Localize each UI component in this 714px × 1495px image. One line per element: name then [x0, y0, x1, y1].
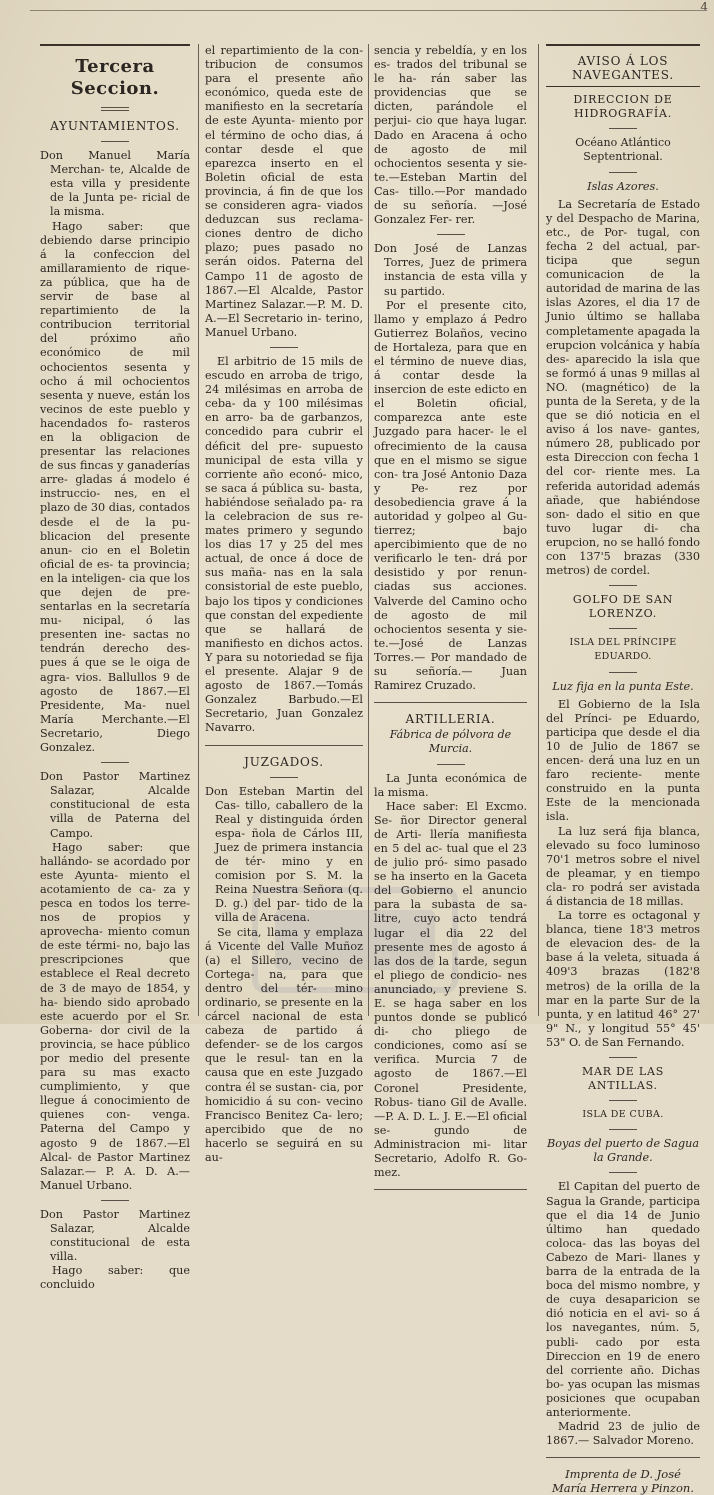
notice-arbitrio: El arbitrio de 15 mils de escudo en arroba de trigo, 24 milésimas en arroba de ceba- da y 100 milésimas en arro- ba de garbanzos, concedido para cubrir el déficit del pre- supuesto municipal de esta villa y corriente año econó- mico, se saca á pública su- basta, habiéndose señalado pa- ra la celebracion de sus re- mates primero y segundo los dias 17 y 25 del mes actual, de once á doce de sus maña- nas en la sala consistorial de este pueblo, bajo los tipos y condiciones que constan del expediente que se hallará de manifiesto en dichos actos. Y para su notoriedad se fija el presente. Alajar 9 de agosto de 1867.—Tomás Gonzalez Barbudo.—El Secretario, Juan Gonzalez Navarro.	[205, 354, 363, 735]
column-1	[40, 44, 190, 1292]
column-rule-1	[198, 44, 199, 1016]
separator	[609, 172, 637, 173]
notice-3-lead	[40, 1208, 190, 1264]
notice-1-body: Hago saber: que debiendo darse principio á la confeccion del amillaramiento de rique- za pública, que ha de servir de base al repartimiento de la contribucion territorial del próximo año económico de mil ochocientos sesenta y ocho á mil ochocientos sesenta y nueve, están los vecinos de este pueblo y hacendados fo- rasteros en la obligacion de presentar las relaciones de sus fincas y ganaderías arre- gladas á modelo é instruccio- nes, en el plazo de 30 dias, contados desde el de la pu- blicacion del presente anun- cio en el Boletin oficial de es- ta provincia; en la inteligen- cia que los que dejen de pre- sentarlas en la secretaría mu- nicipal, ó las presenten ine- sactas no tendrán derecho des- pues á que se le oiga de agra- vios. Ballullos 9 de agosto de 1867.—El Presidente, Ma- nuel María Merchante.—El Secretario, Diego Gonzalez.	[40, 219, 190, 755]
column-4	[546, 44, 700, 1495]
column-3	[374, 44, 527, 1180]
ocean-name: Océano Atlántico Septentrional.	[575, 136, 671, 164]
light-caption: Luz fija en la punta Este.	[552, 679, 694, 693]
lighthouse-text-3: La torre es octagonal y blanca, tiene 18'3 metros de elevacion des- de la base á la veleta, situada á 409'3 brazas (182'8 metros) de la orilla de la mar en la parte Sur de la punta, y en latitud 46° 27' 9" N., y longitud 55° 45' 53" O. de San Fernando.	[546, 909, 700, 1049]
islands-name: Islas Azores.	[587, 179, 659, 193]
buoys-caption: Boyas del puerto de Sagua la Grande.	[547, 1137, 699, 1165]
artillery-lead: La Junta económica de la misma.	[374, 771, 527, 799]
court-notice-2-lead	[374, 242, 527, 298]
court-notice-2-body: Por el presente cito, llamo y emplazo á Pedro Gutierrez Bolaños, vecino de Hortaleza, para que en el término de nueve dias, á contar desde la insercion de este edicto en el Boletin oficial, comparezca ante este Juzgado para hacer- le el ofrecimiento de la causa que en el mismo se sigue con- tra José Antonio Daza y Pe- rez por desobediencia grave á la autoridad y golpeo al Gu- tierrez; bajo apercibimiento que de no verificarlo le ten- drá por desistido y por renun- ciadas sus acciones. Valverde del Camino ocho de agosto de mil ochocientos sesenta y sie- te.—José de Lanzas Torres.— Por mandado de su señoría.— Juan Ramirez Cruzado.	[374, 298, 527, 693]
separator	[437, 234, 465, 235]
separator	[101, 141, 129, 142]
court-notice-lead	[205, 785, 363, 926]
separator	[270, 347, 298, 348]
heading-ayuntamientos: AYUNTAMIENTOS.	[50, 119, 180, 133]
notice-2-lead	[40, 770, 190, 840]
island-principe: ISLA DEL PRÍNCIPE EDUARDO.	[569, 637, 677, 663]
notice-1-lead-text: Don Manuel María Merchan- te, Alcalde de esta villa y presidente de la Junta pe- ricial de la misma.	[40, 149, 190, 219]
notice-3-continued: el repartimiento de la con- tribucion de consumos para el presente año económico, queda este de manifiesto en la secretaría de este Ayunta- miento por el término de ocho dias, á contar desde el que eparezca inserto en el Boletin oficial de esta provincia, á fin de que los se consideren agra- viados deduzcan sus reclama- ciones dentro de dicho plazo; pues pasado no serán oidos. Paterna del Campo 11 de agosto de 1867.—El Alcalde, Pastor Martinez Salazar.—P. M. D. A.—El Secretario in- terino, Manuel Urbano.	[205, 44, 363, 339]
separator	[101, 1200, 129, 1201]
court-notice-body: Se cita, llama y emplaza á Vicente del Valle Muñoz (a) el Sillero, vecino de Cortega- na, para que dentro del tér- mino ordinario, se presente en la cárcel nacional de esta cabeza de partido á defender- se de los cargos que le resul- tan en la causa que en este Juzgado contra él se sustan- cia, por homicidio á su con- vecino Francisco Benitez Ca- lero; apercibido que de no hacerlo se seguirá en su au-	[205, 925, 363, 1165]
notice-1-lead	[40, 149, 190, 219]
column-2	[205, 44, 363, 1165]
separator	[609, 628, 637, 629]
heading-juzgados: JUZGADOS.	[244, 754, 324, 769]
heading-antillas: MAR DE LAS ANTILLAS.	[581, 1065, 665, 1093]
notice-3-lead-text: Don Pastor Martinez Salazar, Alcalde constitucional de esta villa.	[40, 1207, 190, 1264]
court-notice-continued: sencia y rebeldía, y en los es- trados del tribunal se le ha- rán saber las providencias que se dicten, parándole el perjui- cio que haya lugar. Dado en Aracena á ocho de agosto de mil ochocientos sesenta y sie- te.—Esteban Martin del Cas- tillo.—Por mandado de su señoría. —José Gonzalez Fer- rer.	[374, 44, 527, 227]
column-rule-3	[538, 44, 539, 1016]
lighthouse-text-1: El Gobierno de la Isla del Prínci- pe Eduardo, participa que desde el dia 10 de Julio de 1867 se encen- derá una luz en un faro reciente- mente construido en la punta Este de la mencionada isla.	[546, 697, 700, 824]
heading-hidrografia: DIRECCION DE HIDROGRAFÍA.	[573, 93, 673, 121]
ornament-separator	[101, 107, 129, 111]
separator	[609, 1100, 637, 1101]
separator	[609, 1129, 637, 1130]
lighthouse-text-2: La luz será fija blanca, elevado su foco luminoso 70'1 metros sobre el nivel de pleamar, y en tiempo cla- ro podrá ser avistada á distancia de 18 millas.	[546, 824, 700, 908]
court-notice-lead-text: Don Esteban Martin del Cas- tillo, caballero de la Real y distinguida órden espa- ñola de Cárlos III, Juez de primera instancia de tér- mino y en comision por S. M. la Reina Nuestra Señora (q. D. g.) del par- tido de la villa de Aracena.	[205, 784, 363, 925]
section-divider	[374, 1189, 527, 1190]
printer-imprint: Imprenta de D. José María Herrera y Pinzon.	[552, 1467, 694, 1495]
top-rule	[30, 10, 706, 11]
heading-golfo: GOLFO DE SAN LORENZO.	[572, 593, 674, 621]
heading-artilleria: ARTILLERIA.	[405, 712, 496, 727]
azores-text: La Secretaría de Estado y del Despacho de Marina, etc., de Por- tugal, con fecha 2 del actual, par- ticipa que segun comunicacion de la autoridad de marina de las islas Azores, el dia 17 de Junio último se hallaba completamente apagada la erupcion volcánica y había des- aparecido la isla que se formó á unas 9 millas al NO. (magnético) de la punta de la Sereta, y de la que se dió noticia en el aviso á los nave- gantes, número 28, publicado por esta Direccion con fecha 1 del cor- riente mes. La referida autoridad además añade, que habiéndose son- dado el sitio en que tuvo lugar di- cha erupcion, no se halló fondo con 137'5 brazas (330 metros) de cordel.	[546, 197, 700, 578]
notice-3-body: Hago saber: que concluido	[40, 1264, 190, 1292]
separator	[609, 1172, 637, 1173]
notice-2-body: Hago saber: que hallándo- se acordado por este Ayunta- miento el acotamiento de ca- za y pesca en todos los terre- nos de propios y aprovecha- miento comun de este térmi- no, bajo las prescripciones que establece el Real decreto de 3 de mayo de 1854, y ha- biendo sido aprobado este acuerdo por el Sr. Goberna- dor civil de la provincia, se hace público por medio del presente para su mas exacto cumplimiento, y que llegue á conocimiento de quienes con- venga. Paterna del Campo y agosto 9 de 1867.—El Alcal- de Pastor Martinez Salazar.— P. A. D. A.—Manuel Urbano.	[40, 840, 190, 1192]
page-number: 4	[700, 0, 708, 14]
court-notice-2-lead-text: Don José de Lanzas Torres, Juez de primera instancia de esta villa y su partido.	[374, 242, 527, 298]
buoys-text: El Capitan del puerto de Sagua la Grande, participa que el dia 14 de Junio último han quedado coloca- das las boyas del Cabezo de Mari- llanes y barra de la entrada de la boca del mismo nombre, y de cuya desaparicion se dió noticia en el avi- so á los navegantes, núm. 5, publi- cado por esta Direccion en 19 de enero del corriente año. Dichas bo- yas ocupan las mismas posiciones que ocupaban anteriormente.	[546, 1180, 700, 1419]
separator	[270, 777, 298, 778]
separator	[437, 764, 465, 765]
signature-madrid: Madrid 23 de julio de 1867.— Salvador Moreno.	[546, 1420, 700, 1448]
separator	[609, 128, 637, 129]
section-divider	[205, 745, 363, 746]
heading-aviso: AVISO Á LOS NAVEGANTES.	[572, 54, 674, 83]
separator	[609, 672, 637, 673]
notice-2-lead-text: Don Pastor Martinez Salazar, Alcalde constitucional de esta villa de Paterna del Campo.	[40, 770, 190, 840]
separator	[101, 762, 129, 763]
section-divider	[374, 702, 527, 703]
subheading-fabrica: Fábrica de pólvora de Murcia.	[389, 728, 512, 756]
separator	[609, 585, 637, 586]
separator	[609, 1057, 637, 1058]
section-divider	[546, 1457, 700, 1458]
navigation-notice-header	[546, 44, 700, 87]
column-rule-2	[368, 44, 369, 1016]
island-cuba: ISLA DE CUBA.	[582, 1109, 664, 1121]
artillery-body: Hace saber: El Excmo. Se- ñor Director general de Arti- llería manifiesta en 5 del ac- tual que el 23 de julio pró- simo pasado se ha inserto en la Gaceta del Gobierno el anuncio para la subasta de sa- litre, cuyo acto tendrá lugar el dia 22 del presente mes de agosto á las dos de la tarde, segun el pliego de condicio- nes anunciado, y previene S. E. se haga saber en los puntos donde se publicó di- cho pliego de condiciones, como así se verifica. Murcia 7 de agosto de 1867.—El Coronel Presidente, Robus- tiano Gil de Avalle.—P. A. D. L. J. E.—El oficial se- gundo de Administracion mi- litar Secretario, Adolfo R. Go- mez.	[374, 799, 527, 1180]
section-title: Tercera Seccion.	[70, 56, 160, 99]
